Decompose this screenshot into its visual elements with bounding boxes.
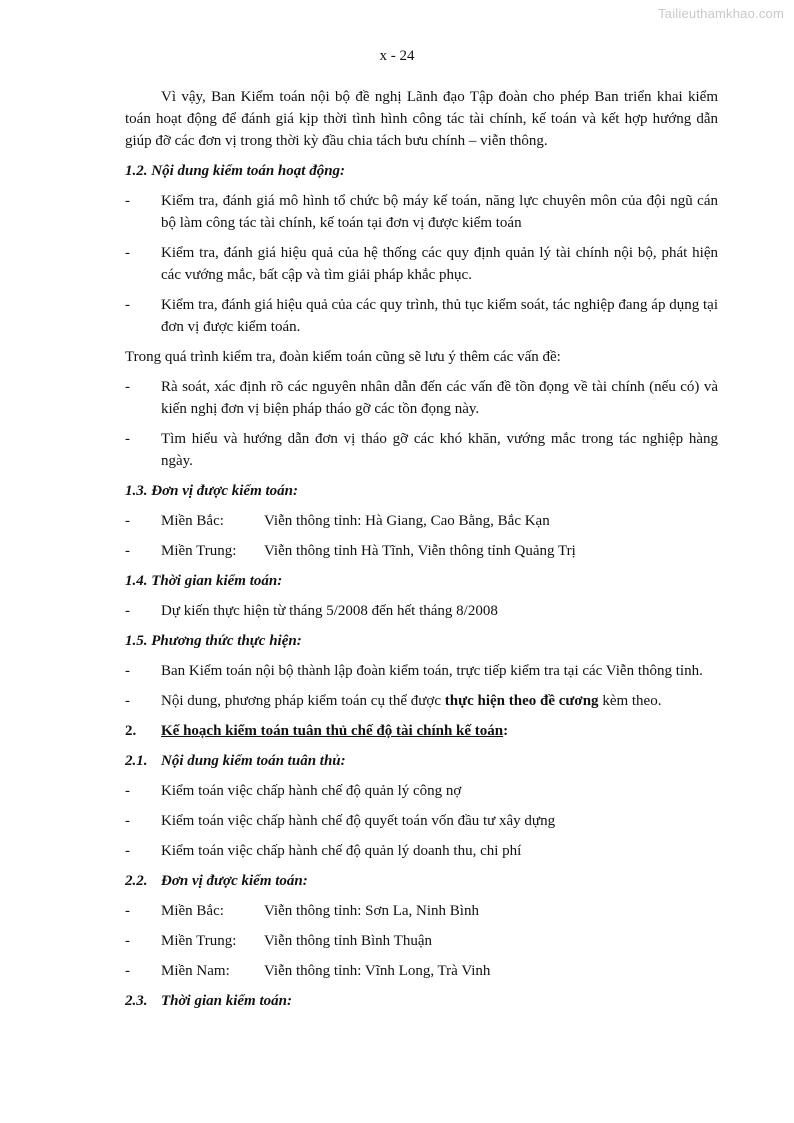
dash-marker: - [125,603,130,619]
dash-marker: - [125,933,130,949]
section-number: 2.3. [125,993,148,1009]
page-number: x - 24 [379,48,415,64]
list-item-text [161,690,718,712]
section-2-1-heading [125,750,718,772]
section-title: Kế hoạch kiểm toán tuân thủ chế độ tài chính kế toán [161,723,504,739]
list-item-text: Kiểm toán việc chấp hành chế độ quản lý doanh thu, chi phí [161,843,522,859]
section-title: Nội dung kiểm toán tuân thủ: [161,753,346,769]
list-item [125,376,718,420]
unit-region: Miền Bắc: [161,513,224,529]
dash-marker: - [125,663,130,679]
unit-row [125,510,718,532]
list-item [125,294,718,338]
dash-marker: - [125,297,130,313]
unit-region: Miền Nam: [161,963,230,979]
section-title: Đơn vị được kiểm toán: [161,873,308,889]
list-item-text: Ban Kiểm toán nội bộ thành lập đoàn kiểm toán, trực tiếp kiểm tra tại các Viễn thông tỉnh. [161,663,703,679]
list-item [125,190,718,234]
dash-marker: - [125,693,130,709]
list-item-text: Kiểm tra, đánh giá hiệu quả của hệ thống các quy định quản lý tài chính nội bộ, phát hiện các vướng mắc, bất cập và tìm giải pháp khắc phục. [161,245,718,283]
unit-value: Viễn thông tỉnh: Vĩnh Long, Trà Vinh [264,963,491,979]
unit-region: Miền Trung: [161,933,237,949]
list-item [125,428,718,472]
list-item-text: Kiểm tra, đánh giá mô hình tổ chức bộ máy kế toán, năng lực chuyên môn của đội ngũ cán bộ làm công tác tài chính, kế toán tại đơn vị được kiểm toán [161,193,718,231]
list-item [125,242,718,286]
intro-paragraph: Vì vậy, Ban Kiểm toán nội bộ đề nghị Lãnh đạo Tập đoàn cho phép Ban triển khai kiểm toán hoạt động để đánh giá kịp thời tình hình công tác tài chính, kế toán và kết hợp hướng dẫn giúp đỡ các đơn vị trong thời kỳ đầu chia tách bưu chính – viễn thông. [125,89,718,149]
unit-row [125,960,718,982]
section-colon: : [503,723,509,739]
list-item [125,600,718,622]
list-item [125,780,718,802]
unit-value: Viễn thông tỉnh Hà Tĩnh, Viễn thông tỉnh Quảng Trị [264,543,576,559]
section-number: 2.2. [125,873,148,889]
dash-marker: - [125,813,130,829]
section-1-4-heading: 1.4. Thời gian kiểm toán: [125,573,283,589]
list-item [125,810,718,832]
list-item-text: Kiểm tra, đánh giá hiệu quả của các quy trình, thủ tục kiểm soát, tác nghiệp đang áp dụng tại đơn vị được kiểm toán. [161,297,718,335]
dash-marker: - [125,379,130,395]
section-number: 2. [125,723,137,739]
unit-value: Viễn thông tỉnh: Sơn La, Ninh Bình [264,903,479,919]
unit-row [125,900,718,922]
list-item-text: Kiểm toán việc chấp hành chế độ quyết toán vốn đầu tư xây dựng [161,813,556,829]
text-bold: thực hiện theo đề cương [444,693,599,709]
section-number: 2.1. [125,753,148,769]
section-2-3-heading [125,990,718,1012]
dash-marker: - [125,513,130,529]
list-item-text: Tìm hiểu và hướng dẫn đơn vị tháo gỡ các khó khăn, vướng mắc trong tác nghiệp hàng ngày. [161,431,718,469]
dash-marker: - [125,843,130,859]
section-1-5-heading: 1.5. Phương thức thực hiện: [125,633,302,649]
list-item-text: Rà soát, xác định rõ các nguyên nhân dẫn đến các vấn đề tồn đọng về tài chính (nếu có) và kiến nghị đơn vị biện pháp tháo gỡ các tồn đọng này. [161,379,718,417]
text-pre: Nội dung, phương pháp kiểm toán cụ thể được [161,693,445,709]
list-item [125,840,718,862]
dash-marker: - [125,193,130,209]
section-2-heading [125,720,718,742]
list-item [125,660,718,682]
section-2-2-heading [125,870,718,892]
unit-value: Viễn thông tỉnh Bình Thuận [264,933,432,949]
dash-marker: - [125,245,130,261]
text-post: kèm theo. [598,693,662,709]
dash-marker: - [125,783,130,799]
document-body [125,86,718,1020]
watermark: Tailieuthamkhao.com [658,6,784,21]
list-item-text: Dự kiến thực hiện từ tháng 5/2008 đến hết tháng 8/2008 [161,603,498,619]
unit-region: Miền Trung: [161,543,237,559]
dash-marker: - [125,903,130,919]
dash-marker: - [125,431,130,447]
unit-region: Miền Bắc: [161,903,224,919]
section-1-3-heading: 1.3. Đơn vị được kiểm toán: [125,483,298,499]
dash-marker: - [125,543,130,559]
unit-row [125,930,718,952]
list-item-text: Kiểm toán việc chấp hành chế độ quản lý công nợ [161,783,462,799]
section-1-2-heading: 1.2. Nội dung kiểm toán hoạt động: [125,163,346,179]
section-title: Thời gian kiểm toán: [161,993,292,1009]
unit-row [125,540,718,562]
list-item [125,690,718,712]
unit-value: Viễn thông tỉnh: Hà Giang, Cao Bằng, Bắc Kạn [264,513,550,529]
note-paragraph: Trong quá trình kiểm tra, đoàn kiểm toán cũng sẽ lưu ý thêm các vấn đề: [125,349,561,365]
dash-marker: - [125,963,130,979]
